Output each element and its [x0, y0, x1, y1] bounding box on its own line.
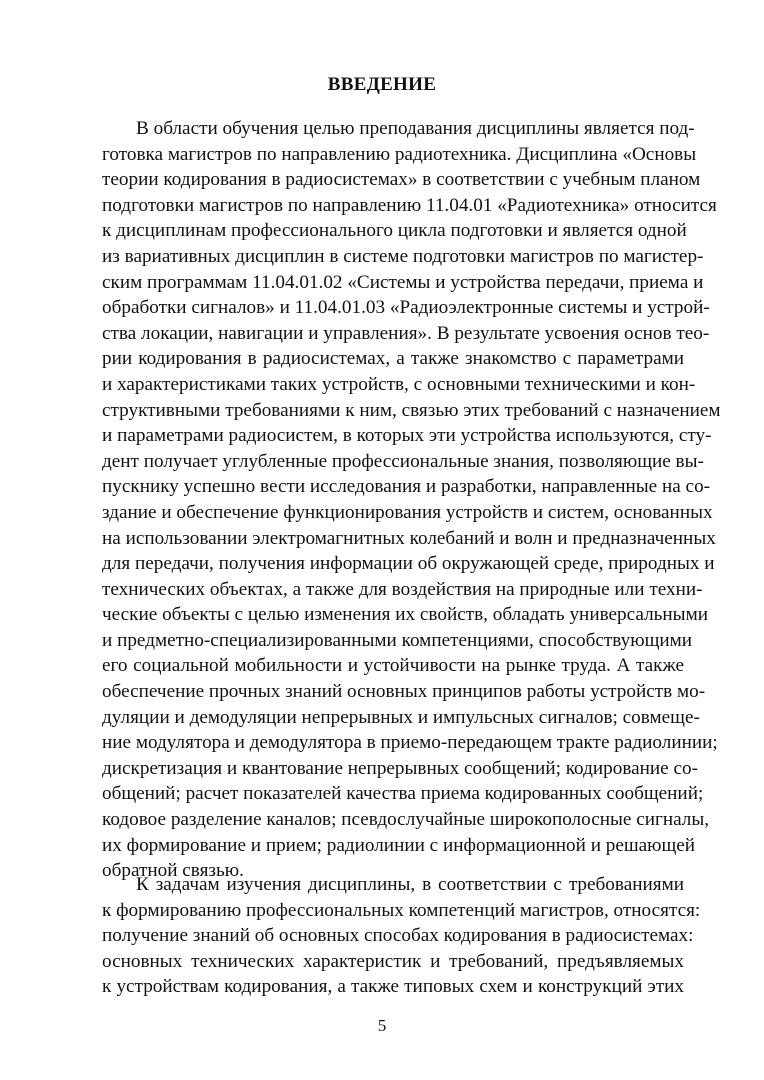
- text-line: К задачам изучения дисциплины, в соответствии с требованиями: [136, 874, 684, 895]
- text-line: теории кодирования в радиосистемах» в соответствии с учебным планом: [102, 169, 701, 191]
- text-line: дент получает углубленные профессиональные знания, позволяющие вы-: [102, 450, 704, 472]
- text-line: основных технических характеристик и требований, предъявляемых: [102, 950, 684, 972]
- text-line: дуляции и демодуляции непрерывных и импульсных сигналов; совмеще-: [102, 706, 700, 728]
- text-line: их формирование и прием; радиолинии с информационной и решающей: [102, 834, 696, 856]
- text-line: и параметрами радиосистем, в которых эти устройства используются, сту-: [102, 425, 712, 447]
- text-line: и характеристиками таких устройств, с основными техническими и кон-: [102, 373, 696, 395]
- text-line: обеспечение прочных знаний основных принципов работы устройств мо-: [102, 681, 706, 703]
- text-line: обратной связью.: [102, 860, 244, 882]
- text-line: ческие объекты с целью изменения их свойств, обладать универсальными: [102, 604, 708, 626]
- text-line: кодовое разделение каналов; псевдослучайные широкополосные сигналы,: [102, 809, 710, 831]
- text-line: общений; расчет показателей качества приема кодированных сообщений;: [102, 783, 704, 805]
- text-line: обработки сигналов» и 11.04.01.03 «Радиоэлектронные системы и устрой-: [102, 297, 710, 319]
- text-line: ства локации, навигации и управления». В результате усвоения основ тео-: [102, 322, 710, 344]
- text-line: ским программам 11.04.01.02 «Системы и устройства передачи, приема и: [102, 271, 704, 293]
- text-line: готовка магистров по направлению радиотехника. Дисциплина «Основы: [102, 143, 697, 165]
- text-line: подготовки магистров по направлению 11.04.01 «Радиотехника» относится: [102, 194, 717, 216]
- text-line: из вариативных дисциплин в системе подготовки магистров по магистер-: [102, 245, 704, 267]
- text-line: его социальной мобильности и устойчивости на рынке труда. А также: [102, 655, 684, 677]
- section-title: ВВЕДЕНИЕ: [327, 74, 437, 95]
- text-line: ние модулятора и демодулятора в приемо-передающем тракте радиолинии;: [102, 732, 718, 754]
- text-line: к устройствам кодирования, а также типовых схем и конструкций этих: [102, 976, 684, 998]
- text-line: дискретизация и квантование непрерывных сообщений; кодирование со-: [102, 757, 698, 779]
- text-line: на использовании электромагнитных колебаний и волн и предназначенных: [102, 527, 716, 549]
- text-line: для передачи, получения информации об окружающей среде, природных и: [102, 553, 715, 575]
- text-line: В области обучения целью преподавания дисциплины является под-: [136, 118, 695, 139]
- text-line: технических объектах, а также для воздействия на природные или техни-: [102, 578, 703, 600]
- text-line: к дисциплинам профессионального цикла подготовки и является одной: [102, 220, 687, 242]
- paragraph-intro: [102, 116, 721, 884]
- text-line: получение знаний об основных способах кодирования в радиосистемах:: [102, 925, 694, 947]
- page-number: 5: [377, 1016, 387, 1035]
- text-line: и предметно-специализированными компетенциями, способствующими: [102, 629, 693, 651]
- text-line: структивными требованиями к ним, связью этих требований с назначением: [102, 399, 721, 421]
- text-line: пускнику успешно вести исследования и разработки, направленные на со-: [102, 476, 711, 498]
- text-line: здание и обеспечение функционирования устройств и систем, основанных: [102, 501, 713, 523]
- text-line: рии кодирования в радиосистемах, а также знакомство с параметрами: [102, 348, 684, 370]
- text-line: к формированию профессиональных компетенций магистров, относятся:: [102, 899, 701, 921]
- paragraph-tasks: [102, 872, 701, 1000]
